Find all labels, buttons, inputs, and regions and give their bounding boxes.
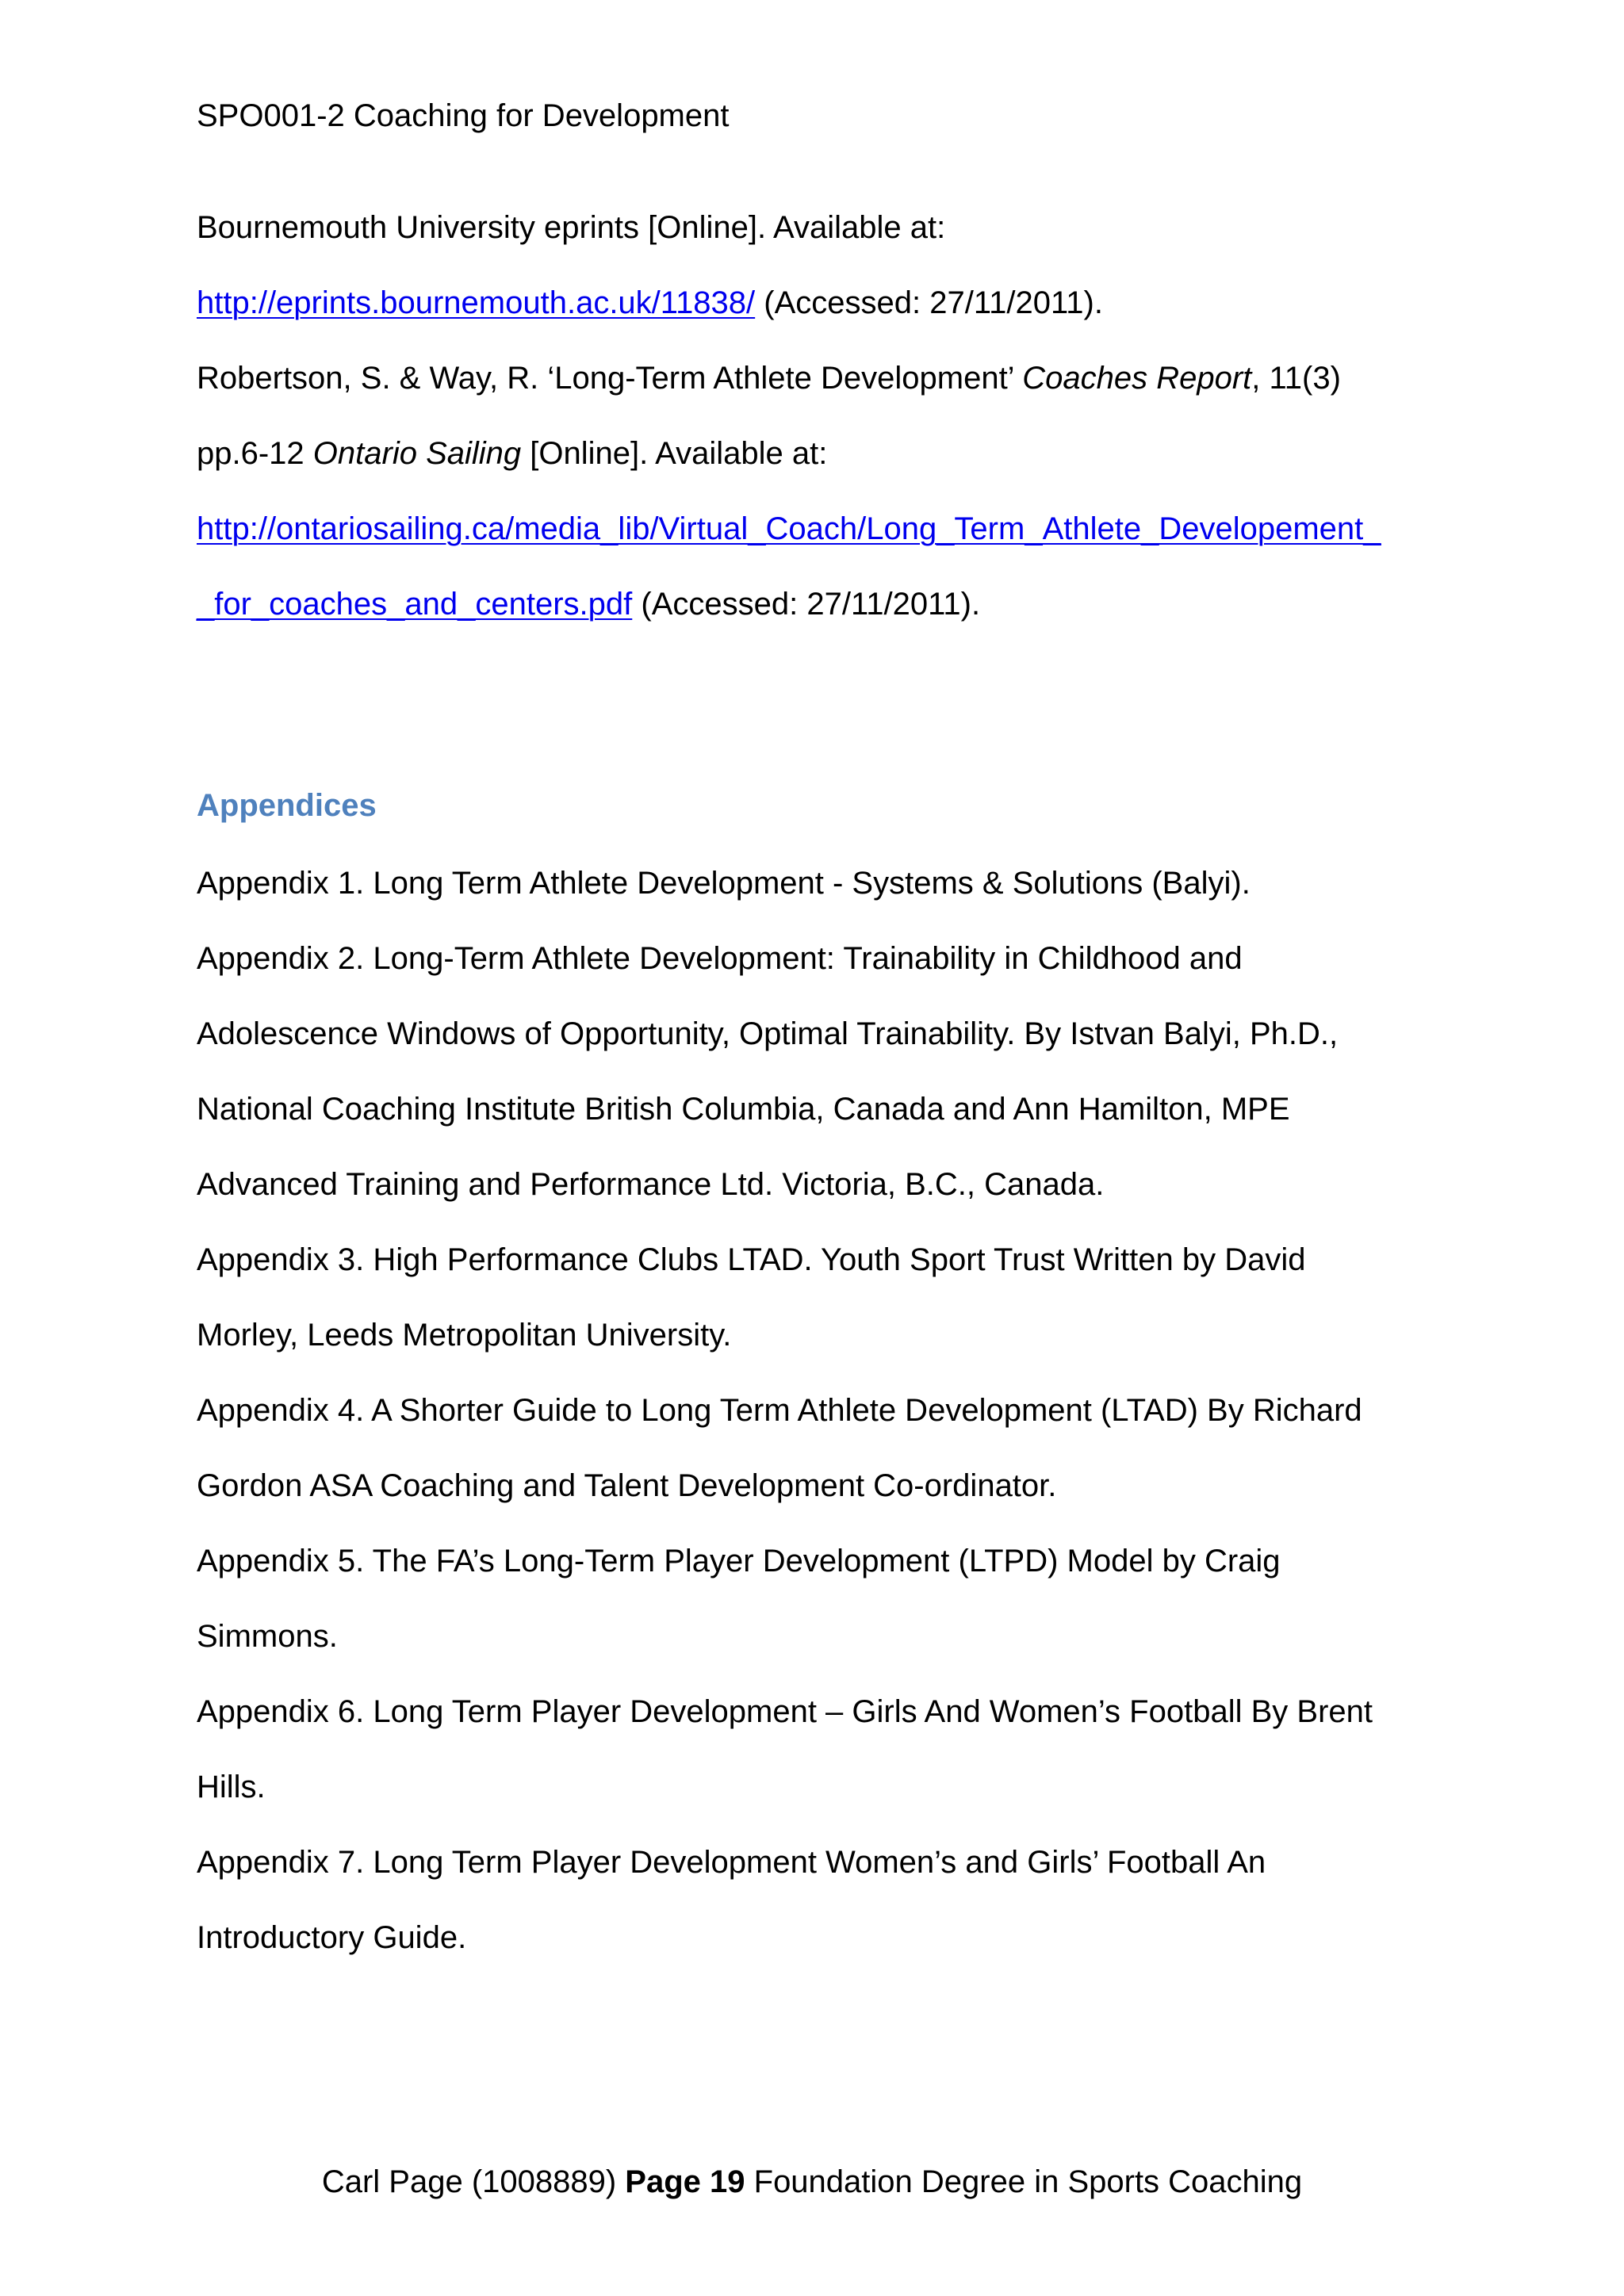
reference-line — [197, 341, 1434, 416]
appendices-heading: Appendices — [197, 788, 377, 823]
appendix-line: Gordon ASA Coaching and Talent Development Co-ordinator. — [197, 1468, 1057, 1503]
journal-title: Coaches Report — [1022, 361, 1252, 396]
appendix-line: Appendix 3. High Performance Clubs LTAD. Youth Sport Trust Written by David — [197, 1242, 1306, 1277]
appendix-line: Advanced Training and Performance Ltd. Victoria, B.C., Canada. — [197, 1167, 1105, 1202]
appendix-line: Adolescence Windows of Opportunity, Optimal Trainability. By Istvan Balyi, Ph.D., — [197, 1016, 1339, 1051]
appendix-line: Appendix 1. Long Term Athlete Development - Systems & Solutions (Balyi). — [197, 866, 1251, 901]
reference-line — [197, 266, 1434, 341]
reference-text: , 11(3) — [1251, 361, 1341, 396]
appendix-line: National Coaching Institute British Columbia, Canada and Ann Hamilton, MPE — [197, 1092, 1290, 1127]
reference-line — [197, 190, 1434, 266]
page-footer — [0, 2160, 1624, 2204]
accessed-date: (Accessed: 27/11/2011). — [632, 587, 981, 622]
ontario-sailing-link-continued[interactable]: _for_coaches_and_centers.pdf — [197, 587, 633, 622]
running-header: SPO001-2 Coaching for Development — [197, 98, 730, 133]
appendices-list — [197, 846, 1434, 1976]
ontario-sailing-link[interactable]: http://ontariosailing.ca/media_lib/Virtual_Coach/Long_Term_Athlete_Developement_ — [197, 511, 1381, 546]
appendix-line: Morley, Leeds Metropolitan University. — [197, 1318, 732, 1353]
publisher-title: Ontario Sailing — [312, 436, 522, 471]
appendix-line: Appendix 2. Long-Term Athlete Development: Trainability in Childhood and — [197, 941, 1243, 976]
reference-line — [197, 416, 1434, 492]
appendix-line: Simmons. — [197, 1619, 338, 1654]
appendix-line: Appendix 4. A Shorter Guide to Long Term Athlete Development (LTAD) By Richard — [197, 1393, 1362, 1428]
reference-text: Bournemouth University eprints [Online]. Available at: — [197, 210, 946, 245]
appendix-line: Hills. — [197, 1770, 266, 1804]
eprints-link[interactable]: http://eprints.bournemouth.ac.uk/11838/ — [197, 285, 756, 320]
appendix-line: Introductory Guide. — [197, 1920, 467, 1955]
reference-text: Robertson, S. & Way, R. ‘Long-Term Athlete Development’ — [197, 361, 1023, 396]
reference-list — [197, 190, 1434, 642]
footer-author: Carl Page (1008889) — [321, 2164, 626, 2199]
reference-line — [197, 492, 1434, 567]
footer-course: Foundation Degree in Sports Coaching — [745, 2164, 1303, 2199]
reference-line — [197, 567, 1434, 642]
appendix-line: Appendix 7. Long Term Player Development Women’s and Girls’ Football An — [197, 1845, 1266, 1880]
appendix-line: Appendix 6. Long Term Player Development – Girls And Women’s Football By Brent — [197, 1694, 1373, 1729]
reference-text: [Online]. Available at: — [521, 436, 828, 471]
page-number: Page 19 — [625, 2164, 745, 2199]
appendix-line: Appendix 5. The FA’s Long-Term Player Development (LTPD) Model by Craig — [197, 1544, 1281, 1578]
reference-text: pp.6-12 — [197, 436, 313, 471]
accessed-date: (Accessed: 27/11/2011). — [755, 285, 1103, 320]
